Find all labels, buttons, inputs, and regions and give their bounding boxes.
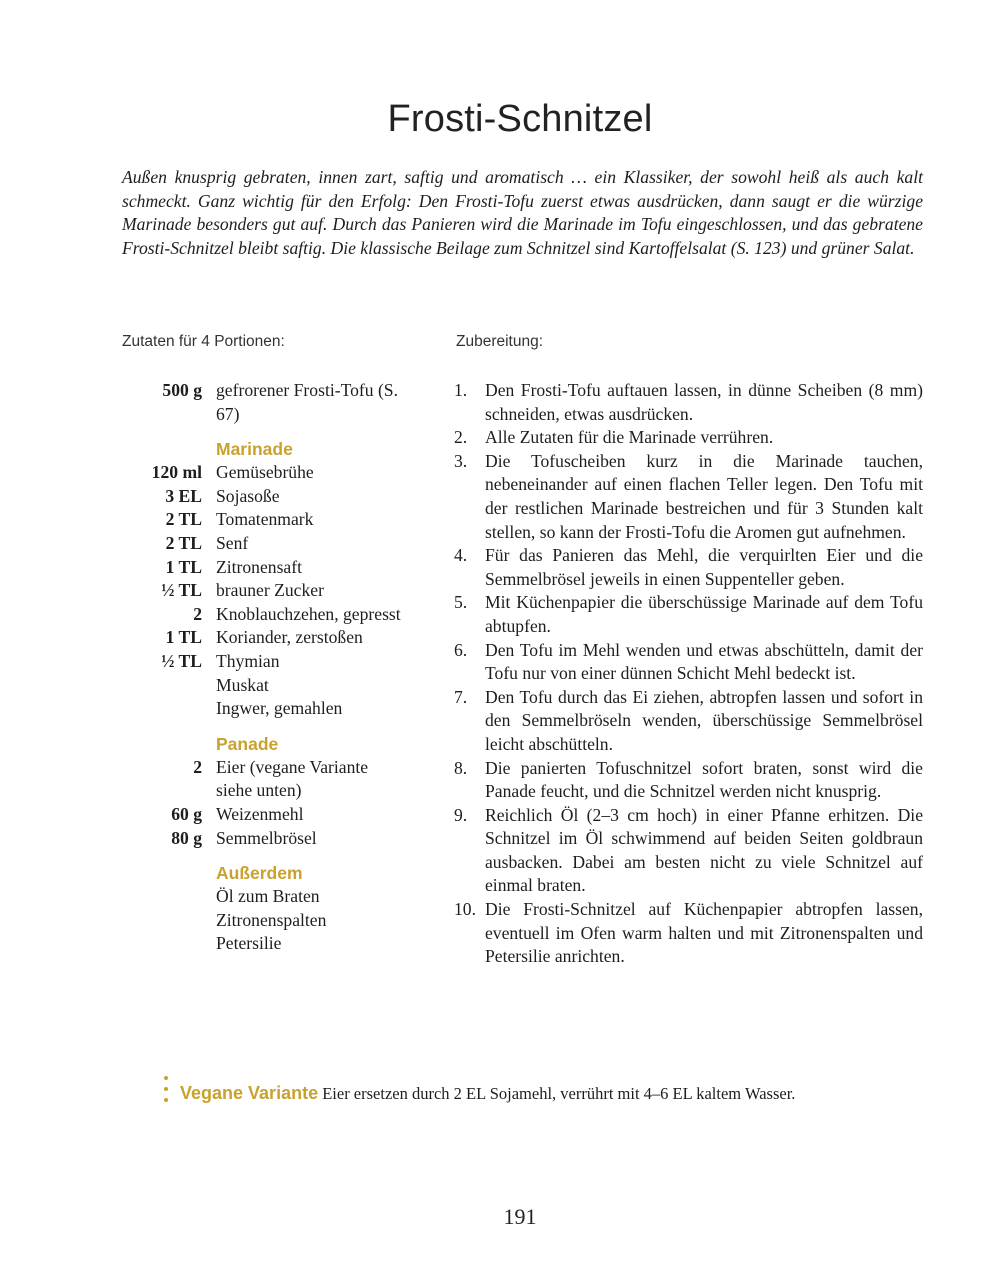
step-item (445, 379, 923, 426)
step-item (445, 804, 923, 898)
ingredient-name: Petersilie (216, 933, 282, 954)
ingredient-name: Senf (216, 532, 249, 553)
ingredient-name: Koriander, zerstoßen (216, 627, 363, 648)
intro-paragraph: Außen knusprig gebraten, innen zart, saftig und aromatisch … ein Klassiker, der sowohl heiß als auch kalt schmeckt. Ganz wichtig für den Erfolg: Den Frosti-Tofu zuerst etwas ausdrücken, dann saugt er die würzige Marinade besonders gut auf. Durch das Panieren wird die Marinade im Tofu eingeschlossen, und das gebratene Frosti-Schnitzel bleibt saftig. Die klassische Beilage zum Schnitzel sind Kartoffelsalat (S. 123) und grüner Salat. (122, 167, 923, 258)
ingredient-row (110, 650, 410, 674)
step-text: Den Frosti-Tofu auftauen lassen, in dünne Scheiben (8 mm) schneiden, etwas ausdrücken. (485, 380, 923, 424)
step-text: Für das Panieren das Mehl, die verquirlten Eier und die Semmelbrösel jeweils in einen Suppenteller geben. (485, 545, 923, 589)
ingredient-name: Ingwer, gemahlen (216, 698, 343, 719)
ingredient-amount: 60 g (171, 803, 202, 824)
step-text: Mit Küchenpapier die überschüssige Marinade auf dem Tofu abtupfen. (485, 592, 923, 636)
ingredient-row (110, 603, 410, 627)
ingredient-row (110, 756, 410, 803)
ingredient-row (110, 579, 410, 603)
ingredient-name: Knoblauchzehen, gepresst (216, 603, 401, 624)
vegan-variant-text: Eier ersetzen durch 2 EL Sojamehl, verrührt mit 4–6 EL kaltem Wasser. (322, 1084, 796, 1103)
ingredient-name: brauner Zucker (216, 580, 324, 601)
ingredient-row (110, 626, 410, 650)
preparation-heading: Zubereitung: (456, 333, 544, 350)
ingredient-amount: ½ TL (161, 650, 202, 671)
ingredient-amount: ½ TL (161, 580, 202, 601)
ingredient-name: gefrorener Frosti-Tofu (S. 67) (216, 380, 398, 424)
section-heading-panade: Panade (216, 733, 279, 754)
ingredient-row (110, 556, 410, 580)
step-item (445, 426, 923, 450)
step-number: 7. (454, 686, 468, 707)
ingredients-heading: Zutaten für 4 Portionen: (122, 333, 285, 350)
step-number: 6. (454, 639, 468, 660)
step-number: 1. (454, 380, 468, 400)
ingredient-row (110, 532, 410, 556)
ingredient-row (110, 461, 410, 485)
ingredient-row (110, 508, 410, 532)
step-number: 2. (454, 427, 468, 448)
ingredients-list (110, 379, 410, 956)
section-heading-marinade: Marinade (216, 439, 293, 460)
ingredient-amount: 2 TL (165, 509, 202, 530)
ingredient-name: Öl zum Braten (216, 886, 320, 907)
step-item (445, 898, 923, 969)
step-item (445, 450, 923, 544)
ingredient-name: Semmelbrösel (216, 827, 317, 848)
ingredient-amount (110, 909, 202, 933)
ingredient-amount: 80 g (171, 827, 202, 848)
ingredient-row (110, 697, 410, 721)
ingredient-amount (110, 674, 202, 698)
ingredient-row (110, 909, 410, 933)
step-text: Reichlich Öl (2–3 cm hoch) in einer Pfanne erhitzen. Die Schnitzel im Öl schwimmend auf beiden Seiten goldbraun ausbacken. Dabei am besten nicht zu viele Schnitzel auf einmal braten. (485, 804, 923, 896)
step-item (445, 639, 923, 686)
step-item (445, 544, 923, 591)
vegan-variant-label: Vegane Variante (180, 1083, 319, 1103)
step-number: 4. (454, 545, 468, 566)
ingredient-name: Sojasoße (216, 485, 280, 506)
ingredient-amount: 2 (193, 603, 202, 624)
ingredient-amount: 1 TL (165, 627, 202, 648)
ingredient-amount (110, 932, 202, 956)
ingredient-name: Zitronensaft (216, 556, 302, 577)
ingredient-amount (110, 885, 202, 909)
step-item (445, 757, 923, 804)
step-text: Die Frosti-Schnitzel auf Küchenpapier abtropfen lassen, eventuell im Ofen warm halten und mit Zitronenspalten und Petersilie anrichten. (485, 899, 923, 967)
ingredient-amount: 1 TL (165, 556, 202, 577)
ingredient-name: Gemüsebrühe (216, 462, 314, 483)
ingredient-amount: 120 ml (151, 462, 202, 483)
ingredient-row (110, 674, 410, 698)
page-number: 191 (503, 1204, 537, 1229)
ingredient-name: Zitronenspalten (216, 909, 327, 930)
ingredient-name: Eier (vegane Variante siehe unten) (216, 756, 369, 801)
step-number: 9. (454, 804, 468, 825)
step-item (445, 686, 923, 757)
ingredient-row (110, 885, 410, 909)
ingredient-row (110, 379, 410, 426)
ingredient-amount: 500 g (162, 380, 202, 400)
step-number: 3. (454, 450, 468, 471)
step-text: Den Tofu durch das Ei ziehen, abtropfen lassen und sofort in den Semmelbröseln wenden, überschüssige Semmelbrösel leicht abschütteln. (485, 686, 923, 754)
step-number: 8. (454, 757, 468, 778)
dotted-bullet-icon (164, 1076, 172, 1109)
step-text: Die Tofuscheiben kurz in die Marinade tauchen, nebeneinander auf einen flachen Teller legen. Den Tofu mit der restlichen Marinade bestreichen und für 3 Stunden kalt stellen, so kann der Frosti-Tofu die Aromen gut aufnehmen. (485, 450, 923, 542)
preparation-steps (445, 379, 923, 969)
ingredient-name: Thymian (216, 650, 280, 671)
step-text: Den Tofu im Mehl wenden und etwas abschütteln, damit der Tofu nur von einer dünnen Schicht Mehl bedeckt ist. (485, 639, 923, 684)
ingredient-name: Tomatenmark (216, 509, 314, 530)
ingredient-row (110, 827, 410, 851)
step-item (445, 591, 923, 638)
step-text: Die panierten Tofuschnitzel sofort braten, sonst wird die Panade feucht, und die Schnitzel werden nicht knusprig. (485, 757, 923, 802)
step-number: 10. (454, 899, 476, 920)
step-number: 5. (454, 592, 468, 613)
recipe-title: Frosti-Schnitzel (387, 98, 653, 140)
ingredient-name: Weizenmehl (216, 803, 304, 824)
ingredient-row (110, 803, 410, 827)
ingredient-row (110, 485, 410, 509)
ingredient-amount: 2 TL (165, 532, 202, 553)
ingredient-amount: 3 EL (165, 485, 202, 506)
ingredient-amount (110, 697, 202, 721)
ingredient-amount: 2 (193, 756, 202, 777)
step-text: Alle Zutaten für die Marinade verrühren. (485, 427, 774, 448)
section-heading-ausserdem: Außerdem (216, 863, 303, 884)
ingredient-row (110, 932, 410, 956)
vegan-variant-note (180, 1083, 795, 1104)
ingredient-name: Muskat (216, 674, 269, 695)
